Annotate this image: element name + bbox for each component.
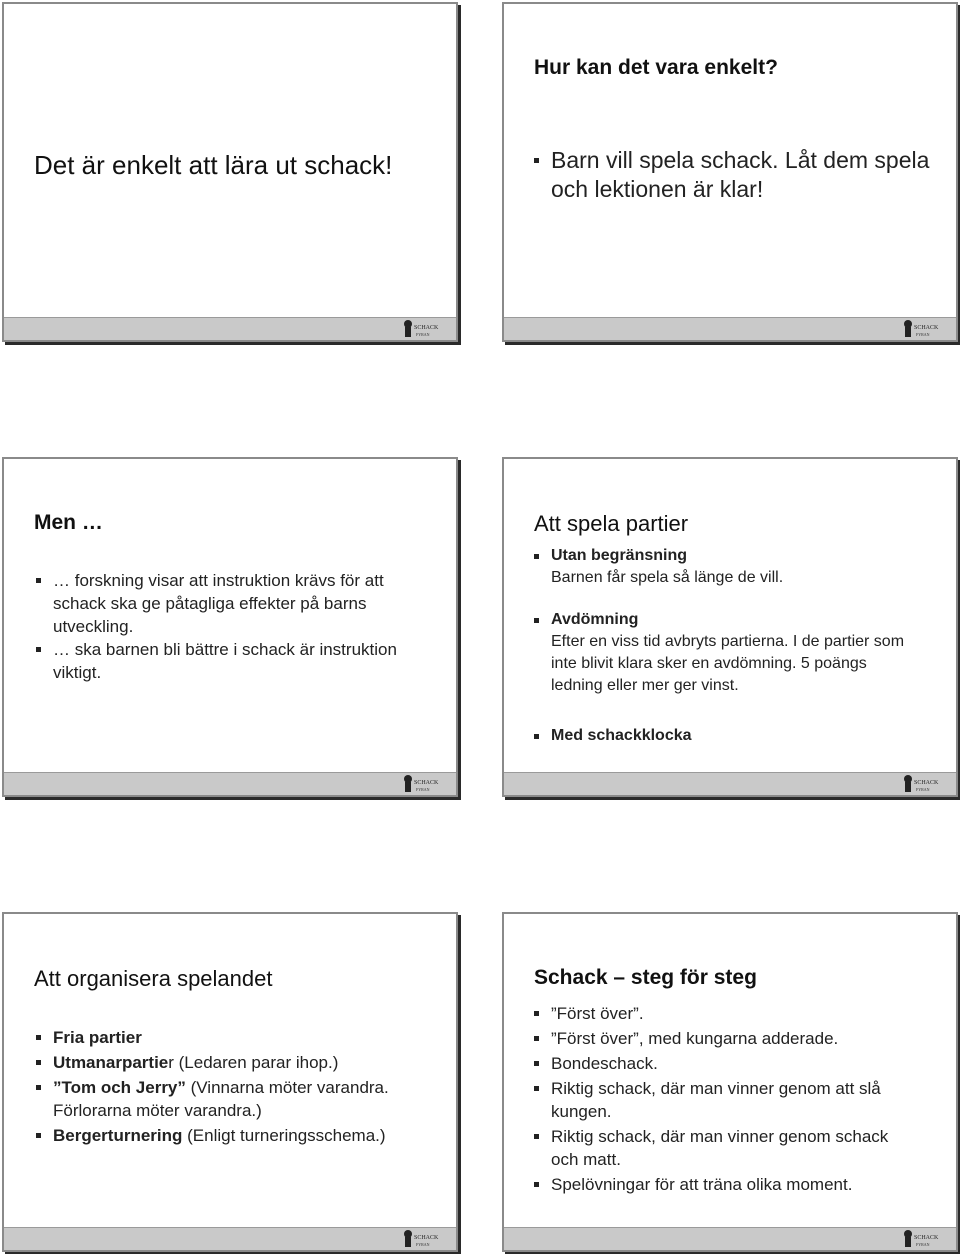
svg-text:SCHACK: SCHACK xyxy=(414,325,439,331)
svg-text:FYRAN: FYRAN xyxy=(416,1242,430,1247)
schack-logo-icon xyxy=(902,317,950,339)
list-item xyxy=(534,725,914,747)
slide-footer xyxy=(504,1227,956,1250)
list-item: ”Först över”, med kungarna adderade. xyxy=(534,1027,914,1050)
svg-text:FYRAN: FYRAN xyxy=(416,787,430,792)
slide-4 xyxy=(502,457,958,797)
svg-text:FYRAN: FYRAN xyxy=(916,787,930,792)
slide-3-title: Men … xyxy=(34,511,103,534)
slide-6-bullets xyxy=(534,1002,914,1196)
slide-4-items xyxy=(534,545,914,747)
list-item: Fria partier xyxy=(36,1026,426,1049)
list-item: Barn vill spela schack. Låt dem spela och lektionen är klar! xyxy=(534,146,944,204)
item-heading: Med schackklocka xyxy=(551,727,692,744)
slide-footer xyxy=(4,1227,456,1250)
schack-logo-icon xyxy=(902,1227,950,1249)
schack-logo-icon xyxy=(902,772,950,794)
list-item: Spelövningar för att träna olika moment. xyxy=(534,1173,914,1196)
schack-logo-icon xyxy=(402,1227,450,1249)
slide-2-bullets xyxy=(534,146,944,204)
list-item xyxy=(534,609,914,631)
list-item: Bergerturnering (Enligt turneringsschema.) xyxy=(36,1124,426,1147)
schack-logo-icon xyxy=(402,317,450,339)
list-item: Riktig schack, där man vinner genom att slå kungen. xyxy=(534,1077,914,1123)
svg-text:SCHACK: SCHACK xyxy=(914,325,939,331)
slide-5 xyxy=(2,912,458,1252)
svg-text:SCHACK: SCHACK xyxy=(914,780,939,786)
slide-6-title: Schack – steg för steg xyxy=(534,966,757,989)
slide-2 xyxy=(502,2,958,342)
slide-2-title: Hur kan det vara enkelt? xyxy=(534,56,778,79)
slide-3-bullets xyxy=(36,569,416,684)
list-item: … ska barnen bli bättre i schack är instruktion viktigt. xyxy=(36,638,416,684)
slide-3 xyxy=(2,457,458,797)
list-item: ”Tom och Jerry” (Vinnarna möter varandra. Förlorarna möter varandra.) xyxy=(36,1076,426,1122)
slide-5-title: Att organisera spelandet xyxy=(34,966,273,991)
list-item: Riktig schack, där man vinner genom schack och matt. xyxy=(534,1125,914,1171)
slide-5-bullets xyxy=(36,1026,426,1147)
svg-text:SCHACK: SCHACK xyxy=(414,780,439,786)
list-item: Bondeschack. xyxy=(534,1052,914,1075)
list-item xyxy=(534,545,914,567)
schack-logo-icon xyxy=(402,772,450,794)
slide-footer xyxy=(504,317,956,340)
slide-1-text: Det är enkelt att lära ut schack! xyxy=(34,150,393,180)
item-text: Efter en viss tid avbryts partierna. I de partier som inte blivit klara sker en avdömning. 5 poängs ledning eller mer ger vinst. xyxy=(551,633,905,694)
item-heading: Utan begränsning xyxy=(551,547,688,564)
list-item: … forskning visar att instruktion krävs för att schack ska ge påtagliga effekter på barns utveckling. xyxy=(36,569,416,638)
slide-footer xyxy=(4,317,456,340)
svg-text:SCHACK: SCHACK xyxy=(914,1235,939,1241)
slide-6 xyxy=(502,912,958,1252)
svg-text:FYRAN: FYRAN xyxy=(416,332,430,337)
item-text: Barnen får spela så länge de vill. xyxy=(551,569,784,586)
list-item: Utmanarpartier (Ledaren parar ihop.) xyxy=(36,1051,426,1074)
slide-1 xyxy=(2,2,458,342)
item-heading: Avdömning xyxy=(551,611,639,628)
slide-footer xyxy=(504,772,956,795)
slide-4-title: Att spela partier xyxy=(534,511,689,536)
svg-text:SCHACK: SCHACK xyxy=(414,1235,439,1241)
list-item: ”Först över”. xyxy=(534,1002,914,1025)
slide-footer xyxy=(4,772,456,795)
svg-text:FYRAN: FYRAN xyxy=(916,332,930,337)
svg-text:FYRAN: FYRAN xyxy=(916,1242,930,1247)
